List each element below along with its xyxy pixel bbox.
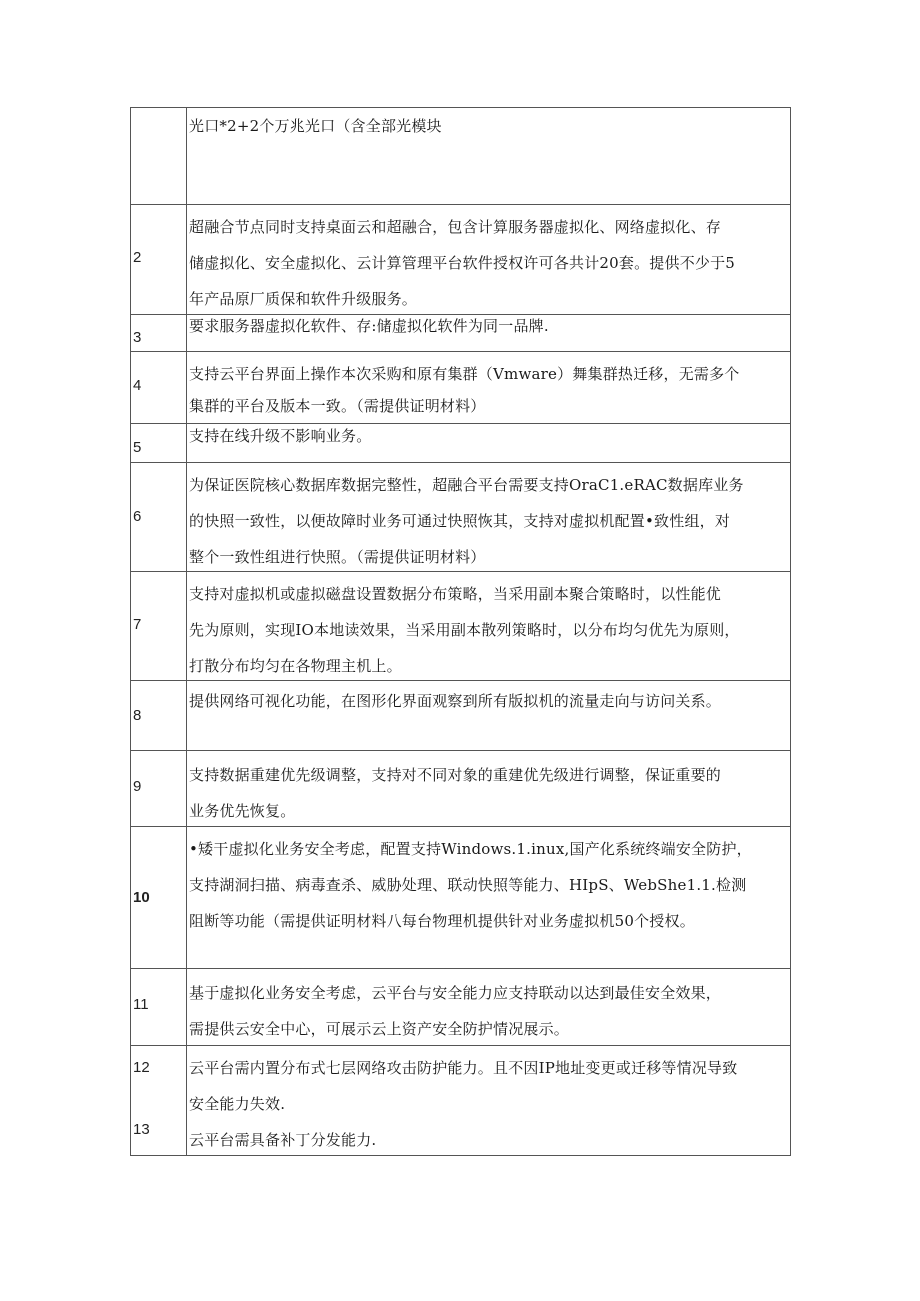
row-text-line: 支持对虚拟机或虚拟磁盘设置数据分布策略，当采用副本聚合策略时，以性能优	[189, 585, 722, 603]
row-text-line: 打散分布均匀在各物理主机上。	[189, 657, 402, 675]
table-row	[131, 571, 790, 680]
requirements-table	[130, 107, 791, 1156]
row-content	[189, 356, 784, 424]
row-text-line: 为保证医院核心数据库数据完整性，超融合平台需要支持OraC1.eRAC数据库业务	[189, 476, 744, 494]
table-row	[131, 462, 790, 571]
row-content	[189, 831, 784, 939]
row-text-line: 光口*2+2个万兆光口（含全部光模块	[189, 117, 442, 135]
row-number-cell: 7	[131, 572, 187, 680]
row-text-line: 支持在线升级不影响业务。	[189, 427, 372, 445]
row-text-line: 支持数据重建优先级调整，支持对不同对象的重建优先级进行调整，保证重要的	[189, 766, 722, 784]
table-row	[131, 107, 790, 204]
row-content	[189, 576, 784, 684]
table-row	[131, 314, 790, 351]
row-content	[189, 418, 784, 454]
row-text-line: 的快照一致性，以便故障时业务可通过快照恢其，支持对虚拟机配置•致性组，对	[189, 512, 731, 530]
row-content	[189, 975, 784, 1047]
row-text-line: 支持湖洞扫描、病毒查杀、威胁处理、联动快照等能力、HIpS、WebShe1.1.检测	[189, 876, 747, 894]
row-content	[189, 757, 784, 829]
row-number-cell: 11	[131, 969, 187, 1045]
row-text-line: •矮干虚拟化业务安全考虑，配置支持Windows.1.inux,国产化系统终端安全防护，	[189, 840, 752, 858]
row-content	[189, 209, 784, 317]
row-text-line: 储虚拟化、安全虚拟化、云计算管理平台软件授权许可各共计20套。提供不少于5	[189, 254, 736, 272]
row-number-cell: 10	[131, 827, 187, 968]
row-text-line: 云平台需内置分布式七层网络攻击防护能力。且不因IP地址变更或迁移等情况导致	[189, 1059, 738, 1077]
row-text-line: 整个一致性组进行快照。（需提供证明材料）	[189, 548, 486, 566]
row-content	[189, 467, 784, 575]
row-text-line: 安全能力失效.	[189, 1095, 286, 1113]
row-text-line: 提供网络可视化功能，在图形化界面观察到所有版拟机的流量走向与访问关系。	[189, 692, 722, 710]
table-row	[131, 1045, 790, 1156]
table-row	[131, 750, 790, 826]
table-row	[131, 968, 790, 1045]
row-text-line: 需提供云安全中心，可展示云上资产安全防护情况展示。	[189, 1020, 570, 1038]
row-number-cell: 3	[131, 315, 187, 351]
table-row	[131, 204, 790, 314]
row-text-line: 阻断等功能（需提供证明材料八每台物理机提供针对业务虚拟机50个授权。	[189, 912, 695, 930]
row-text-line: 年产品原厂质保和软件升级服务。	[189, 290, 418, 308]
table-row	[131, 351, 790, 423]
row-number-cell: 4	[131, 352, 187, 423]
table-row	[131, 826, 790, 968]
row-content	[189, 308, 784, 344]
row-text-line: 基于虚拟化业务安全考虑，云平台与安全能力应支持联动以达到最佳安全效果，	[189, 984, 722, 1002]
row-content	[189, 1050, 784, 1158]
row-number-cell	[131, 108, 187, 204]
row-text-line: 超融合节点同时支持桌面云和超融合，包含计算服务器虚拟化、网络虚拟化、存	[189, 218, 722, 236]
row-number-cell: 9	[131, 751, 187, 826]
row-text-line: 支持云平台界面上操作本次采购和原有集群（Vmware）舞集群热迁移，无需多个	[189, 365, 740, 383]
row-text-line: 先为原则，实现IO本地读效果，当采用副本散列策略时，以分布均匀优先为原则，	[189, 621, 740, 639]
table-row	[131, 680, 790, 750]
row-content	[189, 108, 784, 144]
row-number-cell: 12 13	[131, 1046, 187, 1156]
row-number-cell: 8	[131, 681, 187, 750]
row-text-line: 要求服务器虚拟化软件、存:储虚拟化软件为同一品牌.	[189, 317, 549, 335]
row-text-line: 业务优先恢复。	[189, 802, 296, 820]
row-number-cell: 2	[131, 205, 187, 314]
row-text-line: 集群的平台及版本一致。（需提供证明材料）	[189, 397, 486, 415]
table-row	[131, 423, 790, 462]
row-number-cell: 5	[131, 424, 187, 462]
row-text-line: 云平台需具备补丁分发能力.	[189, 1131, 377, 1149]
row-content	[189, 683, 784, 719]
row-number-cell: 6	[131, 463, 187, 571]
